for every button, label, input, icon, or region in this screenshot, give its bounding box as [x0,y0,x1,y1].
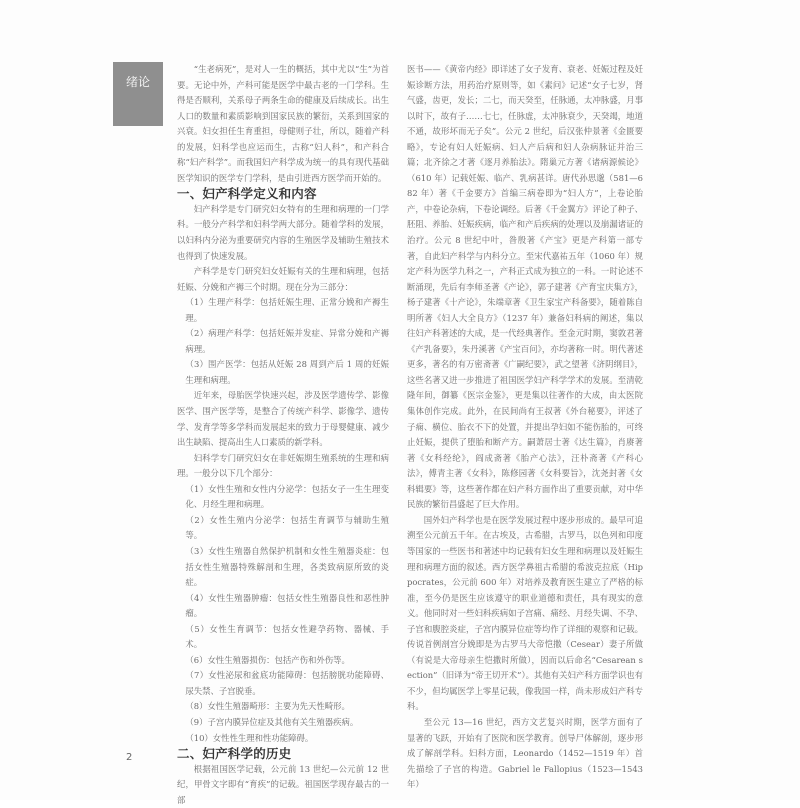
list-item: （3）围产医学：包括从妊娠 28 周到产后 1 周的妊娠生理和病理。 [185,359,389,385]
list-item: （1）女性生殖和女性内分泌学：包括女子一生生理变化、月经生理和病理。 [185,483,389,510]
right-column [407,62,643,793]
page-number: 2 [126,752,133,763]
list-item: （7）女性泌尿和盆底功能障碍：包括膀胱功能障碍、尿失禁、子宫脱垂。 [185,670,389,696]
list-item: （10）女性性生理和性功能障碍。 [185,732,314,743]
list-item: （9）子宫内膜异位症及其他有关生殖器疾病。 [185,716,359,727]
left-column [177,62,389,808]
paragraph-fetal-medicine: 近年来，母胎医学快速兴起，涉及医学遗传学、影像医学、围产医学等，是整合了传统产科学、影像学、遗传学、发育学等多学科而发展起来的致力于母婴健康、减少出生缺陷、提高出生人口素质的新学科。 [177,390,389,448]
list-item: （8）女性生殖器畸形：主要为先天性畸形。 [185,701,350,712]
list-item: （3）女性生殖器自然保护机制和女性生殖器炎症：包括女性生殖器特殊解剖和生理，各类致病原所致的炎症。 [185,545,389,588]
chapter-tab-label: 绪论 [125,75,150,89]
section-heading-history: 二、妇产科学的历史 [177,746,292,762]
paragraph-foreign-history: 国外妇产科学也是在医学发展过程中逐步形成的。最早可追溯至公元前五千年。在古埃及，古希腊，古罗马，以色列和印度等国家的一些医书和著述中均记载有妇女生理和病理以及妊娠生理和病理方面的叙述。西方医学鼻祖古希腊的希波克拉底（Hippocrates，公元前 600 年）对培养及教育医生建立了严格的标准，至今仍是医生应该遵守的职业道德和责任，具有现实的意义。他同时对一些妇科疾病如子宫痛、痛经、月经失调、不孕、子宫和腹腔炎症，子宫内膜异位症等均作了详细的观察和记载。传说首例剖宫分娩即是为古罗马大帝恺撒（Cesear）妻子所做（有说是大帝母亲生恺撒时所做），因而以后命名“Cesarean section”（旧译为“帝王切开术”）。其他有关妇产科方面学识也有不少，但均属医学上零星记载，像我国一样，尚未形成妇产科专科。 [407,514,643,712]
paragraph-obstetrics: 产科学是专门研究妇女妊娠有关的生理和病理，包括妊娠、分娩和产褥三个时期。现在分为三部分： [177,266,389,292]
chapter-tab [113,62,163,126]
list-item: （4）女性生殖器肿瘤：包括女性生殖器良性和恶性肿瘤。 [185,592,389,619]
section-heading-definition: 一、妇产科学定义和内容 [177,186,317,202]
list-item: （2）病理产科学：包括妊娠并发症、异常分娩和产褥病理。 [185,328,389,354]
paragraph-history-start: 根据祖国医学记载，公元前 13 世纪—公元前 12 世纪，甲骨文字即有“育疾”的记载。祖国医学现存最古的一部 [177,763,389,805]
paragraph-renaissance: 至公元 13—16 世纪，西方文艺复兴时期，医学方面有了显著的飞跃，开始有了医院和医学教育。创导尸体解剖，逐步形成了解剖学科。妇科方面，Leonardo（1452—1519 年）首先描绘了子宫的构造。Gabriel le Fallopius（1523—1543 年） [407,716,643,790]
list-item: （2）女性生殖内分泌学：包括生育调节与辅助生殖等。 [185,514,389,541]
intro-paragraph: “生老病死”，是对人一生的概括，其中尤以“生”为首要。无论中外，产科可能是医学中最古老的一门学科。生得是否顺利，关系母子两条生命的健康及后续成长。出生人口的数量和素质影响到国家民族的繁衍，关系到国家的兴衰。妇女担任生育重担，母健则子壮，所以，随着产科的发展，妇科学也应运而生，古称“妇人科”，和产科合称“妇产科学”。而我国妇产科学成为统一的具有现代基础医学知识的医学专门学科，是由引进西方医学而开始的。 [177,64,389,183]
list-item: （1）生理产科学：包括妊娠生理、正常分娩和产褥生理。 [185,297,389,323]
list-item: （5）女性生育调节：包括女性避孕药物、器械、手术。 [185,623,389,650]
paragraph-definition: 妇产科学是专门研究妇女特有的生理和病理的一门学科。一般分产科学和妇科学两大部分。随着学科的发展，以妇科内分泌为重要研究内容的生殖医学及辅助生殖技术也得到了快速发展。 [177,203,389,261]
paragraph-chinese-history: 医书——《黄帝内经》即详述了女子发育、衰老、妊娠过程及妊娠诊断方法，用药治疗原则等，如《素问》记述“女子七岁，肾气盛，齿更，发长；二七，而天癸至，任脉通，太冲脉盛，月事以时下，故有子……七七，任脉虚，太冲脉衰少，天癸竭，地道不通，故形坏而无子矣”。公元 2 世纪，后汉张仲景著《金匮要略》，专论有妇人妊娠病、妇人产后病和妇人杂病脉证并治三篇；北齐徐之才著《逐月养胎法》。隋巢元方著《诸病源候论》（610 年）记载妊娠、临产、乳病甚详。唐代孙思邈（581—682 年）著《千金要方》首编三病卷即为“妇人方”，上卷论胎产，中卷论杂病，下卷论调经。后著《千金翼方》评论了种子、胚阻、养胎、妊娠疾病，临产和产后疾病的处理以及崩漏诸证的治疗。公元 8 世纪中叶，昝殷著《产宝》更是产科第一部专著，自此妇产科学与内科分立。至宋代嘉祐五年（1060 年）规定产科为医学九科之一，产科正式成为独立的一科。一时论述不断涌现，先后有李师圣著《产论》，郭子建著《产育宝庆集方》，杨子建著《十产论》，朱端章著《卫生家宝产科备要》，随着陈自明所著《妇人大全良方》（1237 年）兼备妇科病的阐述，集以往妇产科著述的大成，是一代经典著作。至金元时期，窦敦君著《产乳备要》，朱丹溪著《产宝百问》，亦均著称一时。明代著述更多，著名的有万密斋著《广嗣纪要》，武之望著《济阴纲目》，这些名著又进一步推进了祖国医学妇产科学学术的发展。至清乾隆年间，御纂《医宗金鉴》，更是集以往著作的大成，由太医院集体创作完成。此外，在民间尚有王叔著《外台秘要》，评述了子痫、横位、胎衣不下的处置，并提出孕妇如不能伤胎的，可终止妊娠，提供了堕胎和断产方。嗣萧居士著《达生篇》，肖赓著著《女科经纶》，阎成斋著《胎产心法》，汪朴斋著《产科心法》，傅青主著《女科》，陈修园著《女科要旨》，沈尧封著《女科辑要》等，这些著作都在妇产科方面作出了重要贡献，对中华民族的繁衍昌盛起了巨大作用。 [407,64,643,510]
paragraph-gynecology: 妇科学专门研究妇女在非妊娠期生殖系统的生理和病理。一般分以下几个部分： [177,452,389,479]
list-item: （6）女性生殖器损伤：包括产伤和外伤等。 [185,654,350,665]
